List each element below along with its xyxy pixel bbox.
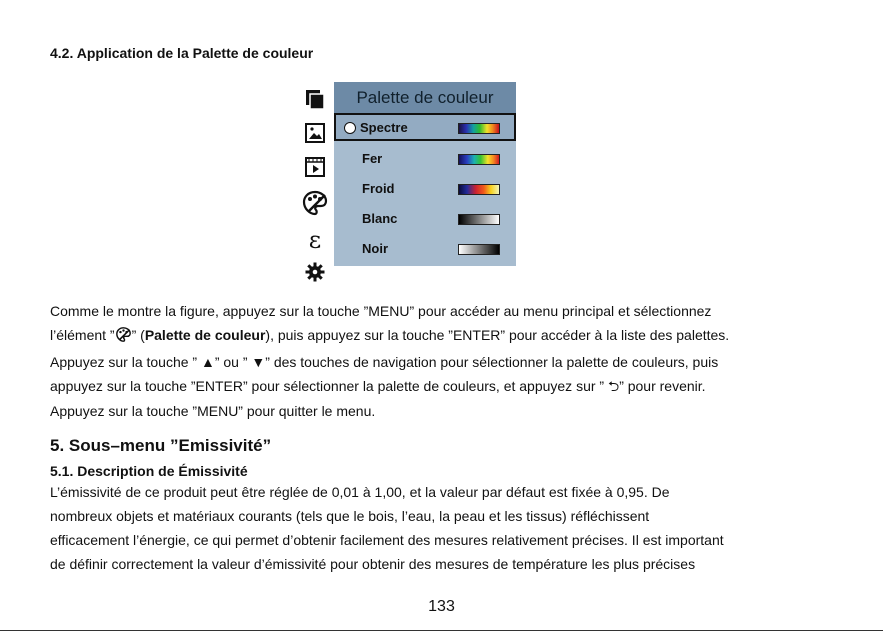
footer-rule: [0, 630, 883, 631]
emphasis-text: Palette de couleur: [144, 327, 266, 343]
gear-icon: [302, 259, 328, 285]
palette-menu-figure: [298, 82, 516, 289]
text-run: ), puis appuyez sur la touche ”ENTER” pour accéder à la liste des palettes.: [265, 327, 730, 343]
palette-option-label: Froid: [362, 181, 395, 196]
palette-option-noir[interactable]: [334, 234, 516, 262]
palette-gradient-swatch: [458, 214, 500, 225]
palette-option-label: Spectre: [360, 120, 408, 135]
emissivity-icon: ε: [308, 226, 322, 254]
section-heading-5: 5. Sous–menu ”Emissivité”: [50, 436, 272, 455]
section-heading-4-2: 4.2. Application de la Palette de couleur: [50, 45, 314, 61]
return-icon: ⮌: [607, 379, 620, 395]
palette-icon: [115, 326, 132, 350]
palette-menu-title: Palette de couleur: [334, 82, 516, 113]
palette-gradient-swatch: [458, 123, 500, 134]
section-heading-5-1: 5.1. Description de Émissivité: [50, 463, 248, 479]
text-line: L’émissivité de ce produit peut être réglée de 0,01 à 1,00, et la valeur par défaut est fixée à 0,95. De: [50, 484, 670, 500]
palette-gradient-swatch: [458, 244, 500, 255]
text-run: ” pour revenir.: [619, 378, 706, 394]
palette-icon: [300, 188, 330, 218]
text-run: appuyez sur la touche ”ENTER” pour sélectionner la palette de couleurs, et appuyez sur ”: [50, 378, 608, 394]
palette-option-label: Fer: [362, 151, 383, 166]
text-line: [50, 323, 840, 350]
down-arrow-icon: ▼: [251, 354, 266, 370]
image-icon: [302, 120, 328, 146]
page-number: 133: [428, 598, 455, 615]
text-line: de définir correctement la valeur d’émissivité pour obtenir des mesures de température les plus précises: [50, 556, 696, 572]
radio-selected-icon: [344, 122, 356, 134]
palette-gradient-swatch: [458, 184, 500, 195]
text-line: [50, 374, 840, 399]
menu-icon-column: [298, 82, 332, 289]
copy-icon: [302, 86, 328, 112]
text-line: efficacement l’énergie, ce qui permet d’obtenir facilement des mesures relativement précises. Il est important: [50, 532, 724, 548]
text-run: ” ou ”: [214, 354, 252, 370]
emissivity-description-paragraph: [50, 480, 840, 576]
text-line: Appuyez sur la touche ”MENU” pour quitter le menu.: [50, 403, 376, 419]
instructions-paragraph: [50, 299, 840, 423]
video-icon: [302, 154, 328, 180]
text-line: nombreux objets et matériaux courants (tels que le bois, l’eau, la peau et les tissus) réfléchissent: [50, 508, 650, 524]
palette-option-label: Noir: [362, 241, 388, 256]
up-arrow-icon: ▲: [200, 354, 215, 370]
palette-option-label: Blanc: [362, 211, 398, 226]
text-run: l’élément ”: [50, 327, 115, 343]
text-run: ” (: [131, 327, 145, 343]
text-run: Appuyez sur la touche ”: [50, 354, 201, 370]
text-line: [50, 350, 840, 374]
palette-option-froid[interactable]: [334, 174, 516, 202]
palette-option-spectre[interactable]: [334, 113, 516, 141]
palette-option-blanc[interactable]: [334, 204, 516, 232]
palette-option-fer[interactable]: [334, 144, 516, 172]
text-run: ” des touches de navigation pour sélectionner la palette de couleurs, puis: [265, 354, 719, 370]
text-line: Comme le montre la figure, appuyez sur la touche ”MENU” pour accéder au menu principal et sélectionnez: [50, 303, 712, 319]
palette-gradient-swatch: [458, 154, 500, 165]
